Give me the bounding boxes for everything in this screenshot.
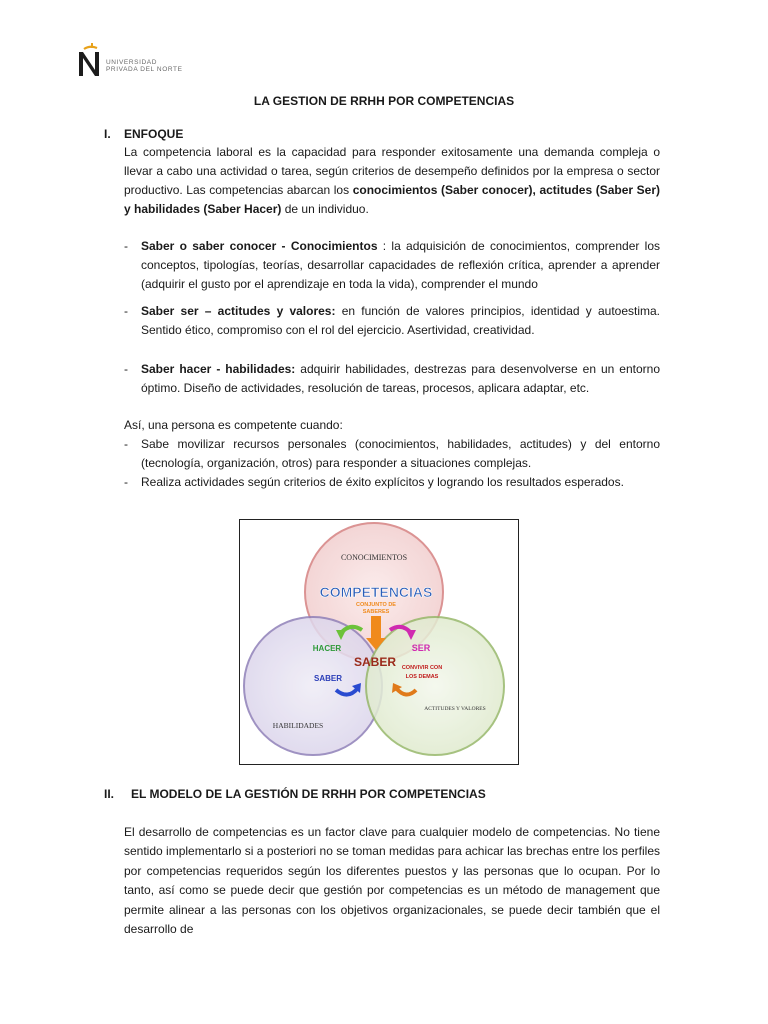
competent-item-2 bbox=[124, 473, 660, 492]
competencies-venn-diagram bbox=[239, 519, 519, 765]
circle-habilidades bbox=[244, 617, 382, 755]
logo-line-2: PRIVADA DEL NORTE bbox=[106, 66, 183, 73]
competent-item-text: Realiza actividades según criterios de éxito explícitos y logrando los resultados esperados. bbox=[141, 475, 624, 489]
bullet-saber-conocer bbox=[124, 237, 660, 294]
bullet-saber-ser bbox=[124, 302, 660, 340]
logo-line-1: UNIVERSIDAD bbox=[106, 59, 158, 66]
hacer-label: HACER bbox=[312, 644, 342, 653]
section-2-number: II. bbox=[104, 787, 115, 801]
bullet-bold: Saber o saber conocer - Conocimientos bbox=[141, 239, 378, 253]
saber-left-label: SABER bbox=[313, 674, 343, 683]
section-2-title: EL MODELO DE LA GESTIÓN DE RRHH POR COMPETENCIAS bbox=[131, 787, 486, 801]
bullet-saber-hacer bbox=[124, 360, 660, 398]
logo-emblem-icon bbox=[76, 42, 104, 78]
label-habilidades: HABILIDADES bbox=[272, 721, 324, 730]
section-2-paragraph: El desarrollo de competencias es un factor clave para cualquier modelo de competencias. No tiene sentido implementarlo si a posteriori no se toman medidas para achicar las brechas entre los perfiles por competencias requeridos según los diferentes puestos y las personas que lo ocupan. Por lo tanto, así como se puede decir que gestión por competencias es un método de management que permite alinear a las personas con los objetivos organizacionales, se puede decir también que el desarrollo de bbox=[124, 825, 660, 937]
bullet-text: en función de valores principios, identidad y autoestima. Sentido ético, compromiso con el rol del ejercicio. Asertividad, creatividad. bbox=[141, 304, 661, 337]
bullet-bold: Saber ser – actitudes y valores: bbox=[141, 304, 336, 318]
bullet-bold: Saber hacer - habilidades: bbox=[141, 362, 296, 376]
circle-actitudes bbox=[366, 617, 504, 755]
bullet-dash: - bbox=[124, 362, 128, 376]
section-1-title: ENFOQUE bbox=[124, 127, 184, 141]
convivir-label-2: LOS DEMAS bbox=[405, 674, 439, 680]
conjunto-label: CONJUNTO DE bbox=[356, 602, 396, 608]
competencias-title: COMPETENCIAS bbox=[319, 584, 433, 600]
document-title: LA GESTION DE RRHH POR COMPETENCIAS bbox=[253, 94, 515, 108]
competent-item-1 bbox=[124, 435, 660, 473]
bullet-dash: - bbox=[124, 239, 128, 253]
section-2-heading bbox=[104, 787, 486, 801]
bullet-dash: - bbox=[124, 437, 128, 451]
section-1-heading bbox=[104, 127, 183, 141]
convivir-label-1: CONVIVIR CON bbox=[401, 665, 443, 671]
section-1-number: I. bbox=[104, 127, 111, 141]
bullet-dash: - bbox=[124, 304, 128, 318]
intro-text-2: de un individuo. bbox=[281, 202, 369, 216]
label-conocimientos: CONOCIMIENTOS bbox=[340, 553, 408, 562]
label-actitudes: ACTITUDES Y VALORES bbox=[424, 706, 486, 712]
saber-center-label: SABER bbox=[353, 655, 397, 669]
intro-text-1: La competencia laboral es la capacidad para responder exitosamente una demanda compleja o llevar a cabo una actividad o tarea, según criterios de desempeño definidos por la empresa o sector productivo. Las competencias abarcan los bbox=[124, 145, 660, 197]
bullet-text: adquirir habilidades, destrezas para desenvolverse en un entorno óptimo. Diseño de actividades, resolución de tareas, procesos, aplicara adaptar, etc. bbox=[141, 362, 660, 395]
bullet-text: : la adquisición de conocimientos, comprender los conceptos, tipologías, teorías, desarrollar capacidades de reflexión crítica, aprender a aprender (adquirir el gusto por el aprendizaje en toda la vida), comprender el mundo bbox=[141, 239, 660, 291]
competent-intro: Así, una persona es competente cuando: bbox=[124, 418, 343, 432]
saberes-label: SABERES bbox=[362, 609, 390, 615]
ser-label: SER bbox=[411, 643, 431, 653]
intro-text-bold: conocimientos (Saber conocer), actitudes (Saber Ser) y habilidades (Saber Hacer) bbox=[124, 183, 660, 216]
competent-item-text: Sabe movilizar recursos personales (conocimientos, habilidades, actitudes) y del entorno (tecnología, organización, otros) para responder a situaciones complejas. bbox=[141, 437, 660, 470]
section-1-intro bbox=[124, 143, 660, 219]
university-logo bbox=[76, 42, 206, 82]
bullet-dash: - bbox=[124, 475, 128, 489]
